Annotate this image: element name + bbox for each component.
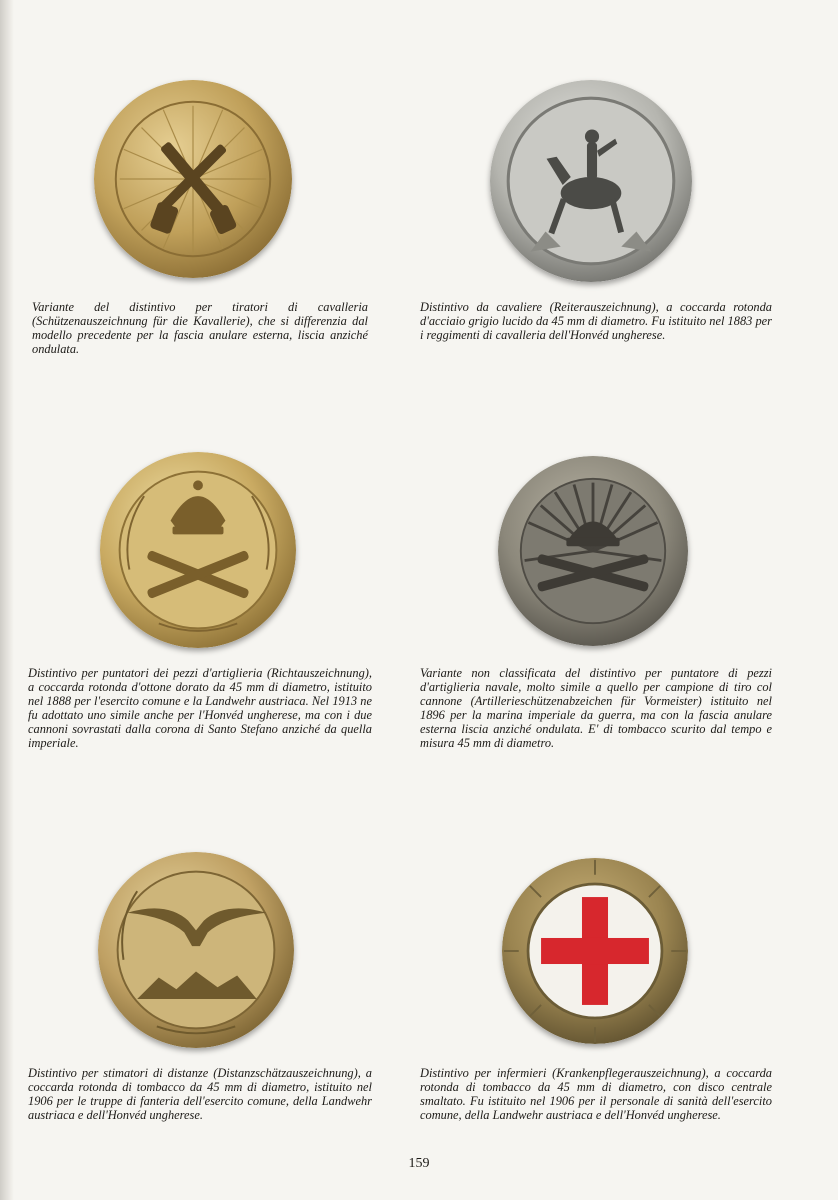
medal-horseman xyxy=(490,80,692,282)
medal-nurse xyxy=(502,858,688,1044)
caption-nurse: Distintivo per infermieri (Krankenpflegerauszeichnung), a coccarda rotonda di tombacco da 45 mm di diametro, con disco centrale smaltato. Fu istituito nel 1906 per il personale di sanità dell'esercito comune, della Landwehr austriaca e dell'Honvéd ungherese. xyxy=(420,1066,772,1122)
medal-rangefinder xyxy=(98,852,294,1048)
caption-horseman: Distintivo da cavaliere (Reiterauszeichnung), a coccarda rotonda d'acciaio grigio lucido da 45 mm di diametro. Fu istituito nel 1883 per i reggimenti di cavalleria dell'Honvéd ungherese. xyxy=(420,300,772,342)
medal-naval-artillery xyxy=(498,456,688,646)
caption-naval-artillery: Variante non classificata del distintivo per puntatore di pezzi d'artiglieria navale, molto simile a quello per campione di tiro col cannone (Artillerieschützenabzeichen für Vormeister) istituito nel 1896 per la marina imperiale da guerra, ma con la fascia anulare esterna liscia anziché ondulata. E' di tombacco scurito dal tempo e misura 45 mm di diametro. xyxy=(420,666,772,750)
crown-and-crossed-cannons-icon xyxy=(100,452,296,648)
page-binding-shadow xyxy=(0,0,14,1200)
caption-rangefinder: Distintivo per stimatori di distanze (Distanzschätzauszeichnung), a coccarda rotonda di tombacco da 45 mm di diametro, istituito nel 1906 per le truppe di fanteria dell'esercito comune, della Landwehr austriaca e dell'Honvéd ungherese. xyxy=(28,1066,372,1122)
medal-artillery-gunlayer xyxy=(100,452,296,648)
page-number: 159 xyxy=(408,1156,430,1171)
caption-cavalry-marksman: Variante del distintivo per tiratori di cavalleria (Schützenauszeichnung für die Kavallerie), che si differenzia dal modello precedente per la fascia anulare esterna, liscia anziché ondulata. xyxy=(32,300,368,356)
crown-and-cannons-rays-icon xyxy=(498,456,688,646)
red-cross-icon xyxy=(502,858,688,1044)
crossed-rifle-and-pistol-icon xyxy=(94,80,292,278)
eagle-over-mountains-icon xyxy=(98,852,294,1048)
caption-artillery-gunlayer: Distintivo per puntatori dei pezzi d'artiglieria (Richtauszeichnung), a coccarda rotonda d'ottone dorato da 45 mm di diametro, istituito nel 1888 per l'esercito comune e la Landwehr austriaca. Nel 1913 ne fu adottato uno simile anche per l'Honvéd ungherese, ma con i due cannoni sovrastati dalla corona di Santo Stefano anziché da quella imperiale. xyxy=(28,666,372,750)
medal-cavalry-marksman xyxy=(94,80,292,278)
mounted-rider-icon xyxy=(490,80,692,282)
